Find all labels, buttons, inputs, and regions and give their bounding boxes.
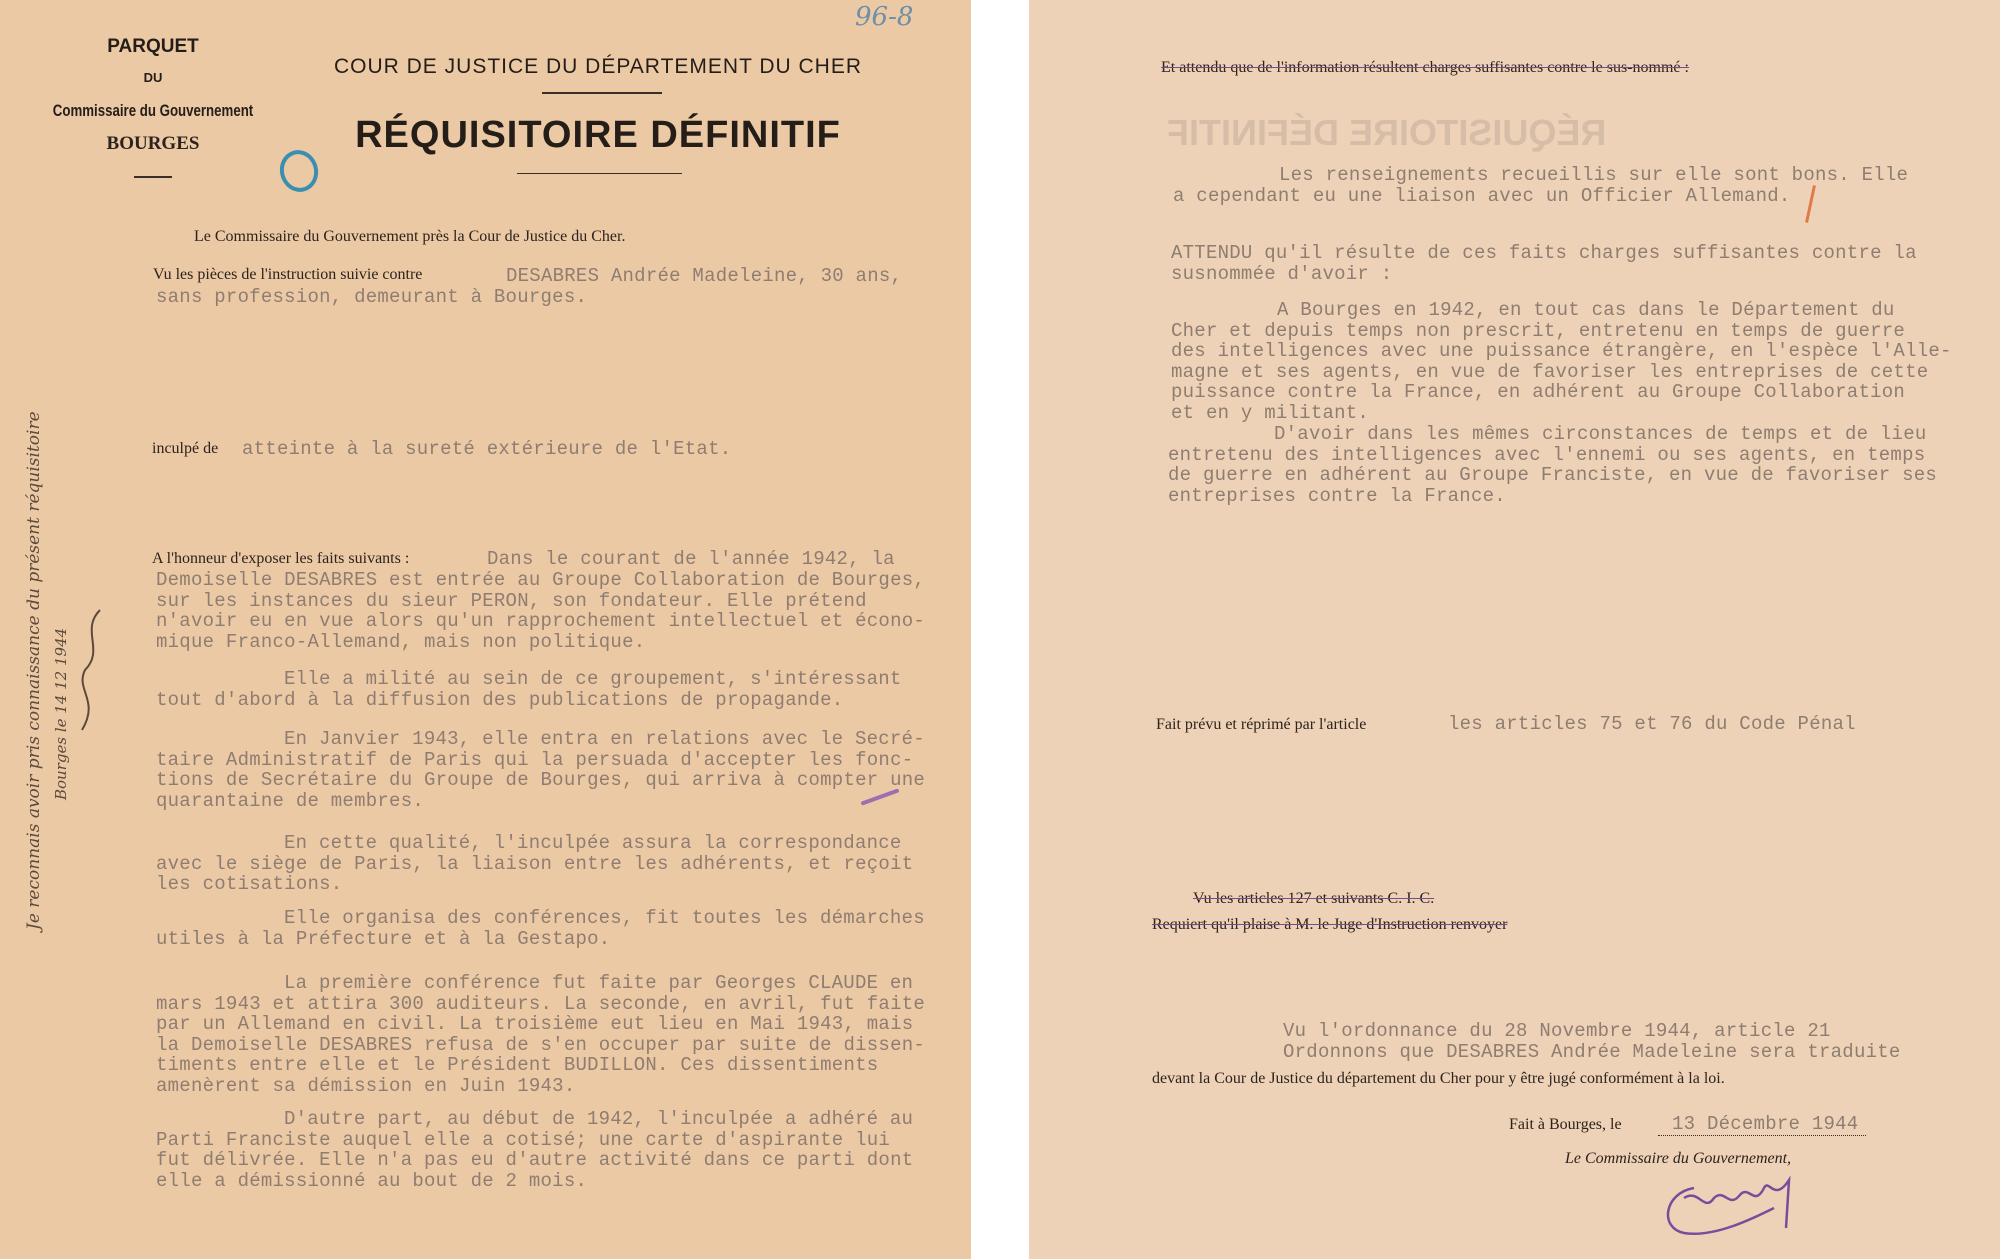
handwritten-signature-icon [70, 600, 110, 740]
charge-paragraph: A Bourges en 1942, en tout cas dans le Département du Cher et depuis temps non prescrit, entretenu en temps de guerre des intelligences avec une puissance étrangère, en l'espèce l'Alle- magne et ses agents, en vue de favoriser les entreprises de cette puissance contre la France, en adhérent au Groupe Collaboration et en y militant. [1171, 299, 1952, 424]
ordonnance-paragraph: Vu l'ordonnance du 28 Novembre 1944, article 21 Ordonnons que DESABRES Andrée Madeleine sera traduite [1283, 1020, 1901, 1063]
articles-value: les articles 75 et 76 du Code Pénal [1448, 713, 1856, 735]
city-label: BOURGES [106, 133, 200, 154]
renseignements-paragraph: Les renseignements recueillis sur elle sont bons. Elle a cependant eu une liaison avec un Officier Allemand. [1173, 164, 1909, 207]
devant-line: devant la Cour de Justice du département du Cher pour y être jugé conformément à la loi. [1152, 1070, 1725, 1087]
facts-paragraph: Elle organisa des conférences, fit toutes les démarches utiles à la Préfecture et à la Gestapo. [156, 907, 925, 950]
divider [542, 92, 662, 94]
signatory-title: Le Commissaire du Gouvernement, [1565, 1150, 1792, 1167]
charge-value: atteinte à la sureté extérieure de l'Etat. [242, 438, 732, 460]
struck-attendu: Et attendu que de l'information résultent charges suffisantes contre le sus-nommé : [1161, 59, 1689, 76]
facts-first-line: Dans le courant de l'année 1942, la [487, 548, 895, 570]
inculpe-label: inculpé de [152, 440, 219, 457]
facts-label: A l'honneur d'exposer les faits suivants : [152, 550, 410, 567]
accused-identity: DESABRES Andrée Madeleine, 30 ans, [506, 265, 903, 287]
ghost-title: RÉQUISITOIRE DÉFINITIF [1167, 112, 1607, 153]
accused-details: sans profession, demeurant à Bourges. [156, 286, 588, 308]
struck-vu-articles: Vu les articles 127 et suivants C. I. C. [1193, 890, 1435, 907]
du-label: DU [143, 70, 163, 85]
fait-prevu-label: Fait prévu et réprimé par l'article [1156, 716, 1367, 733]
vu-label: Vu les pièces de l'instruction suivie contre [153, 266, 423, 283]
facts-paragraph: La première conférence fut faite par Georges CLAUDE en mars 1943 et attira 300 auditeurs. La seconde, en avril, fut faite par un Allemand en civil. La troisième eut lieu en Mai 1943, mais la Demoiselle DESABRES refusa de s'en occuper par suite de dissen- timents entre elle et le Président BUDILLON. Ces dissentiments amenèrent sa démission en Juin 1943. [156, 972, 926, 1097]
purple-signature-icon [1654, 1168, 1844, 1243]
facts-paragraph: Elle a milité au sein de ce groupement, s'intéressant tout d'abord à la diffusion des publications de propagande. [156, 668, 902, 711]
commissaire-label: Commissaire du Gouvernement [52, 101, 254, 120]
ornament [134, 176, 172, 178]
facts-paragraph: Demoiselle DESABRES est entrée au Groupe Collaboration de Bourges, sur les instances du sieur PERON, son fondateur. Elle prétend n'avoir eu en vue alors qu'un rapprochement intellectuel et écono- mique Franco-Allemand, mais non politique. [156, 569, 926, 653]
handwritten-margin-note: Je reconnais avoir pris connaissance du présent réquisitoire [24, 411, 44, 930]
signature-date: 13 Décembre 1944 [1658, 1114, 1866, 1136]
handwritten-margin-date: Bourges le 14 12 1944 [52, 627, 70, 800]
left-page [0, 0, 971, 1259]
facts-paragraph: En cette qualité, l'inculpée assura la correspondance avec le siège de Paris, la liaison entre les adhérents, et reçoit les cotisations. [156, 832, 914, 896]
blue-circle-mark [275, 146, 323, 196]
intro-line: Le Commissaire du Gouvernement près la Cour de Justice du Cher. [194, 228, 626, 245]
charge-paragraph: D'avoir dans les mêmes circonstances de temps et de lieu entretenu des intelligences avec l'ennemi ou ses agents, en temps de guerre en adhérent au Groupe Franciste, en vue de favoriser ses entreprises contre la France. [1168, 423, 1938, 507]
facts-paragraph: En Janvier 1943, elle entra en relations avec le Secré- taire Administratif de Paris qui la persuada d'accepter les fonc- tions de Secrétaire du Groupe de Bourges, qui arriva à compter une quarantaine de membres. [156, 728, 926, 812]
parquet-label: PARQUET [107, 36, 199, 57]
court-heading: COUR DE JUSTICE DU DÉPARTEMENT DU CHER [333, 55, 863, 78]
attendu-paragraph: ATTENDU qu'il résulte de ces faits charges suffisantes contre la susnommée d'avoir : [1171, 242, 1917, 285]
document-title: RÉQUISITOIRE DÉFINITIF [355, 114, 841, 156]
right-page [1029, 0, 2000, 1259]
title-ornament [517, 173, 682, 174]
folio-note: 96-8 [855, 2, 914, 32]
struck-requiert: Requiert qu'il plaise à M. le Juge d'Instruction renvoyer [1152, 916, 1508, 933]
fait-a-label: Fait à Bourges, le [1509, 1116, 1622, 1133]
facts-paragraph: D'autre part, au début de 1942, l'inculpée a adhéré au Parti Franciste auquel elle a cotisé; une carte d'aspirante lui fut délivrée. Elle n'a pas eu d'autre activité dans ce parti dont elle a démissionné au bout de 2 mois. [156, 1108, 914, 1192]
